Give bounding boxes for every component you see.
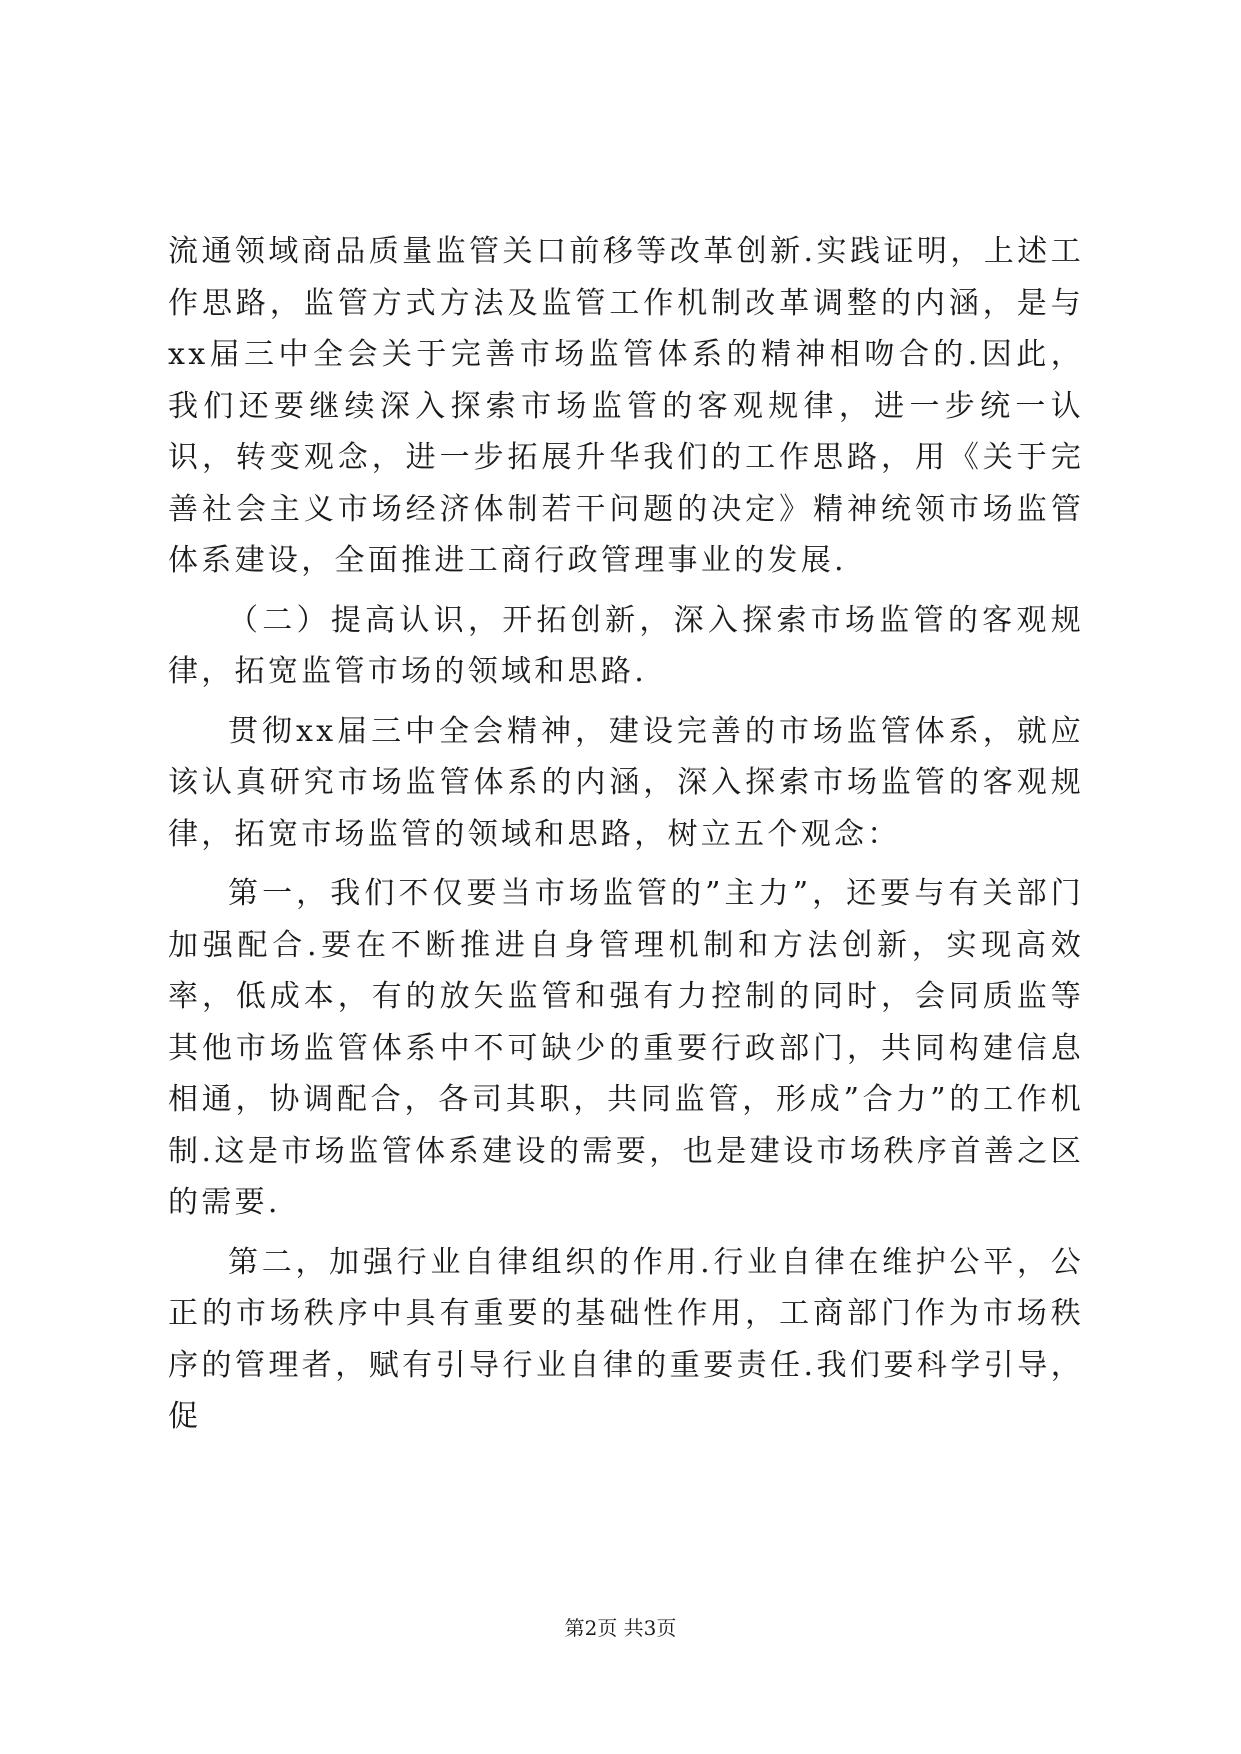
paragraph-continuation: 流通领域商品质量监管关口前移等改革创新.实践证明，上述工作思路，监管方式方法及监管工作机制改革调整的内涵，是与xx届三中全会关于完善市场监管体系的精神相吻合的.因此，我们还要继续深入探索市场监管的客观规律，进一步统一认识，转变观念，进一步拓展升华我们的工作思路，用《关于完善社会主义市场经济体制若干问题的决定》精神统领市场监管体系建设，全面推进工商行政管理事业的发展. — [168, 234, 1084, 578]
document-body — [168, 226, 1084, 1443]
paragraph-five-concepts: 贯彻xx届三中全会精神，建设完善的市场监管体系，就应该认真研究市场监管体系的内涵，深入探索市场监管的客观规律，拓宽市场监管的领域和思路，树立五个观念： — [168, 713, 1084, 852]
paragraph-second-concept: 第二，加强行业自律组织的作用.行业自律在维护公平，公正的市场秩序中具有重要的基础性作用，工商部门作为市场秩序的管理者，赋有引导行业自律的重要责任.我们要科学引导，促 — [168, 1244, 1084, 1434]
page-footer: 第2页 共3页 — [564, 1616, 677, 1640]
section-heading-two: （二）提高认识，开拓创新，深入探索市场监管的客观规律，拓宽监管市场的领域和思路. — [168, 602, 1084, 689]
paragraph-first-concept: 第一，我们不仅要当市场监管的”主力”，还要与有关部门加强配合.要在不断推进自身管理机制和方法创新，实现高效率，低成本，有的放矢监管和强有力控制的同时，会同质监等其他市场监管体系中不可缺少的重要行政部门，共同构建信息相通，协调配合，各司其职，共同监管，形成”合力”的工作机制.这是市场监管体系建设的需要，也是建设市场秩序首善之区的需要. — [168, 876, 1084, 1220]
